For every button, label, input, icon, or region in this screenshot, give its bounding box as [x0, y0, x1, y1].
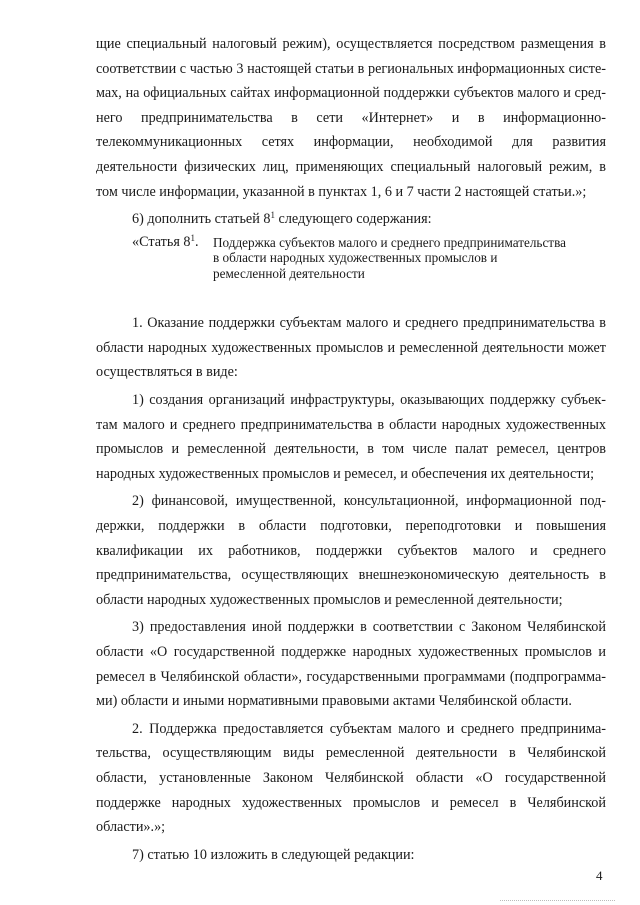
article-heading — [132, 232, 606, 282]
paragraph-subitem-2: 2) финансовой, имущественной, консультационной, информационной поддержки, поддержки в области подготовки, переподготовки и повышения квалификации их работников, поддержки субъектов малого и среднего предпринимательства, осуществляющих внешнеэкономическую деятельность в области народных художественных промыслов и ремесленной деятельности; — [96, 493, 606, 608]
paragraph-continued: щие специальный налоговый режим), осуществляется посредством размещения в соответствии с частью 3 настоящей статьи в региональных информационных системах, на официальных сайтах информационной поддержки субъектов малого и среднего предпринимательства в сети «Интернет» и в информационно-телекоммуникационных сетях информации, необходимой для развития деятельности физических лиц, применяющих специальный налоговый режим, в том числе информации, указанной в пунктах 1, 6 и 7 части 2 настоящей статьи.»; — [96, 36, 606, 200]
article-dot: . — [195, 233, 199, 250]
item-6-text-end: следующего содержания: — [274, 211, 432, 228]
page-number: 4 — [596, 868, 603, 883]
article-title: Поддержка субъектов малого и среднего предпринимательства в области народных художественных промыслов и ремесленной деятельности — [213, 234, 566, 281]
paragraph-part-2: 2. Поддержка предоставляется субъектам малого и среднего предпринимательства, осуществляющим виды ремесленной деятельности в Челябинской области, установленные Законом Челябинской области «О государственной поддержке народных художественных промыслов и ремесел в Челябинской области».»; — [96, 720, 606, 836]
article-superscript: 1 — [190, 232, 196, 243]
item-6-text-start: 6) дополнить статьей 8 — [132, 211, 271, 228]
footer-rule — [500, 900, 615, 901]
paragraph-subitem-1: 1) создания организаций инфраструктуры, оказывающих поддержку субъектам малого и среднего предпринимательства в области народных художественных промыслов и ремесленной деятельности, в том числе палат ремесел, центров народных художественных промыслов и ремесел, и обеспечения их деятельности; — [96, 392, 606, 482]
paragraph-item-7: 7) статью 10 изложить в следующей редакции: — [132, 846, 415, 863]
paragraph-part-1: 1. Оказание поддержки субъектам малого и среднего предпринимательства в области народных художественных промыслов и ремесленной деятельности может осуществляться в виде: — [96, 315, 606, 381]
article-label: «Статья 8 — [132, 233, 191, 250]
article-number — [132, 232, 213, 282]
body-text — [96, 32, 606, 867]
paragraph-subitem-3: 3) предоставления иной поддержки в соответствии с Законом Челябинской области «О государственной поддержке народных художественных промыслов и ремесел в Челябинской области», государственными программами (подпрограммами) области и иными нормативными правовыми актами Челябинской области. — [96, 619, 606, 710]
paragraph-item-6 — [96, 207, 606, 232]
item-6-superscript: 1 — [270, 210, 275, 221]
